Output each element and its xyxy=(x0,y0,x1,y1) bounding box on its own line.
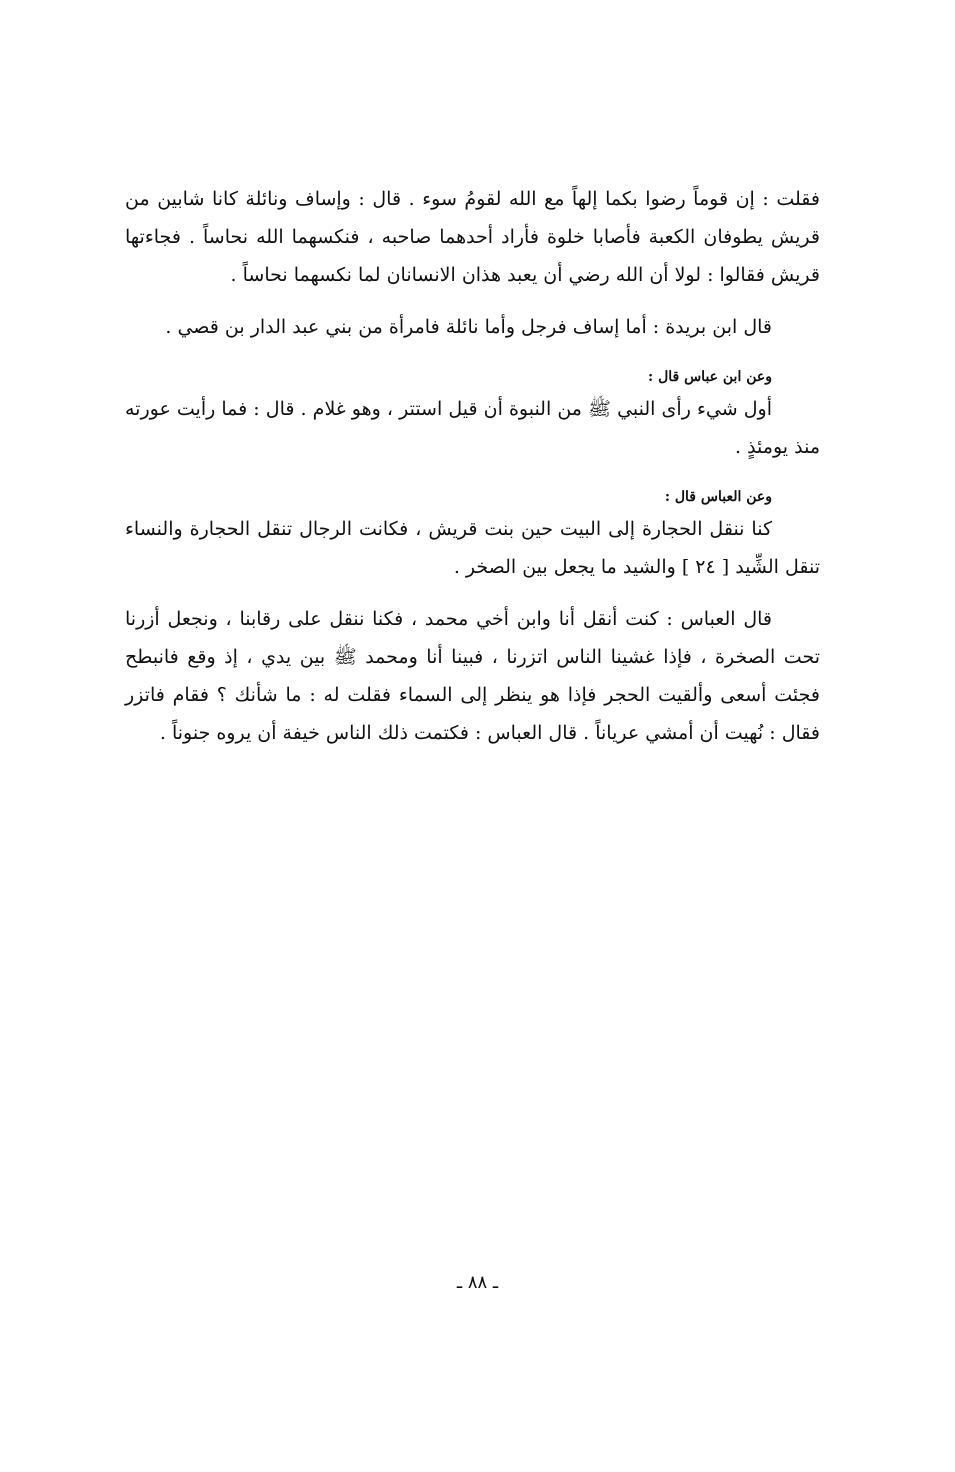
heading-ibn-abbas: وعن ابن عباس قال : xyxy=(648,369,772,385)
paragraph-ibn-burayda: قال ابن بريدة : أما إساف فرجل وأما نائلة فامرأة من بني عبد الدار بن قصي . xyxy=(165,316,772,338)
paragraph-al-abbas-story: قال العباس : كنت أنقل أنا وابن أخي محمد ، فكنا ننقل على رقابنا ، ونجعل أزرنا تحت الصخرة ، فإذا غشينا الناس اتزرنا ، فبينا أنا ومحمد ﷺ بين يدي ، إذ وقع فانبطح فجئت أسعى وألقيت الحجر فإذا هو ينظر إلى السماء فقلت له : ما شأنك ؟ فقام فاتزر فقال : نُهيت أن أمشي عرياناً . قال العباس : فكتمت ذلك الناس خيفة أن يروه جنوناً . xyxy=(125,608,820,744)
paragraph-isaf-naila: فقلت : إن قوماً رضوا بكما إلهاً مع الله لقومُ سوء . قال : وإساف ونائلة كانا شابين من قريش يطوفان الكعبة فأصابا خلوة فأراد أحدهما صاحبه ، فنكسهما الله نحاساً . فجاءتها قريش فقالوا : لولا أن الله رضي أن يعبد هذان الانسانان لما نكسهما نحاساً . xyxy=(125,188,820,286)
paragraph-stones: كنا ننقل الحجارة إلى البيت حين بنت قريش ، فكانت الرجال تنقل الحجارة والنساء تنقل الشِّيد [ ٢٤ ] والشيد ما يجعل بين الصخر . xyxy=(125,518,820,578)
paragraph-prophethood: أول شيء رأى النبي ﷺ من النبوة أن قيل استتر ، وهو غلام . قال : فما رأيت عورته منذ يومئذٍ . xyxy=(125,398,820,458)
body-text xyxy=(125,180,820,752)
page-number: ـ ٨٨ ـ xyxy=(456,1272,499,1293)
heading-al-abbas: وعن العباس قال : xyxy=(664,489,772,505)
